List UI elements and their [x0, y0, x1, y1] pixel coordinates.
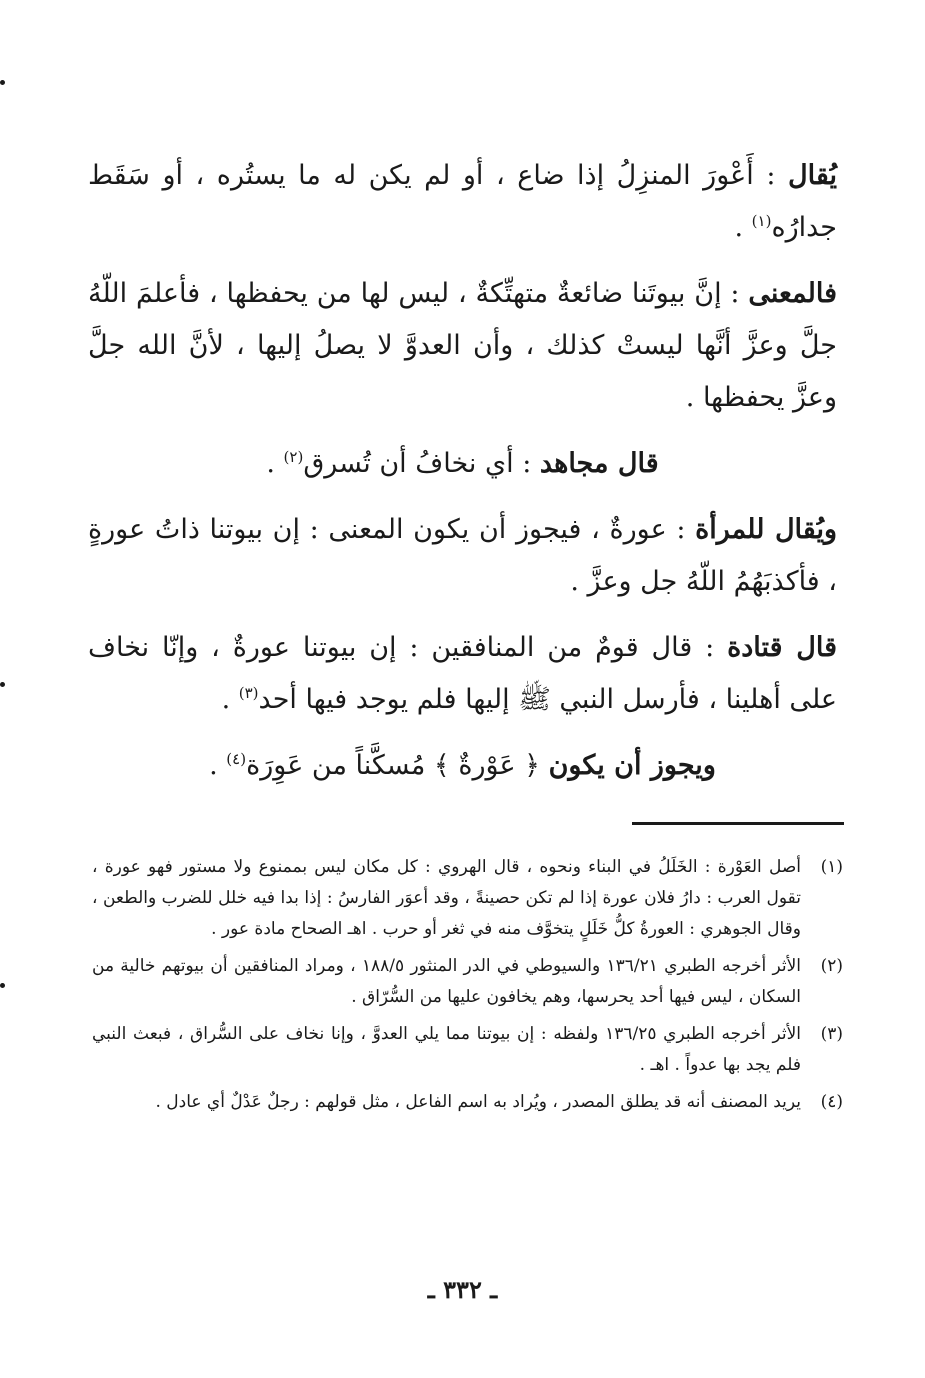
footnote-ref[interactable]: (٤): [226, 750, 247, 768]
paragraph-body: : أي نخافُ أن تُسرق: [303, 448, 540, 479]
paragraph-keyword: ويُقال للمرأة: [695, 514, 837, 545]
paragraph-tail: .: [266, 448, 284, 479]
footnote-ref[interactable]: (٣): [238, 684, 259, 702]
paragraph-body: : قال قومٌ من المنافقين : إن بيوتنا عورةٌ ، وإنّا نخاف على أهلينا ، فأرسل النبي ﷺ إليها فلم يوجد فيها أحد: [88, 632, 837, 715]
footnote-text: يريد المصنف أنه قد يطلق المصدر ، ويُراد به اسم الفاعل ، مثل قولهم : رجلٌ عَدْلٌ أي عادل .: [155, 1092, 801, 1112]
footnote-number: (٢): [820, 956, 843, 976]
paragraph-keyword: فالمعنى: [748, 278, 837, 309]
footnote-number: (٣): [820, 1024, 843, 1044]
paragraph-keyword: قال مجاهد: [539, 448, 659, 479]
paragraph-keyword: قال قتادة: [727, 632, 837, 663]
footnote-ref[interactable]: (٢): [283, 448, 304, 466]
paragraph-body: : إنَّ بيوتَنا ضائعةٌ متهتِّكةٌ ، ليس لها من يحفظها ، فأعلمَ اللّهُ جلَّ وعزَّ أنَّها ليستْ كذلك ، وأن العدوَّ لا يصلُ إليها ، لأنَّ الله جلَّ وعزَّ يحفظها .: [88, 278, 837, 413]
paragraph-keyword: ويجوز أن يكون: [548, 750, 716, 781]
paragraph-permissible: [88, 740, 837, 792]
main-text: [88, 150, 837, 806]
paragraph-body: : عورةٌ ، فيجوز أن يكون المعنى : إن بيوتنا ذاتُ عورةٍ ، فأكذبَهُمُ اللّهُ جل وعزَّ .: [88, 514, 837, 597]
footnote-text: أصل العَوْرة : الخَلَلُ في البناء ونحوه ، قال الهروي : كل مكان ليس بممنوع ولا مستور فهو عورة ، تقول العرب : دارُ فلان عورة إذا لم تكن حصينةً ، وقد أعوَر الفارسُ : إذا بدا فيه خلل للضرب والطعن ، وقال الجوهري : العورةُ كلُّ خَلَلٍ يتخوَّف منه في ثغر أو حرب . اهـ الصحاح مادة عور .: [92, 857, 801, 939]
paragraph-body: : أَعْورَ المنزِلُ إذا ضاع ، أو لم يكن له ما يستُره ، أو سَقَط جدارُه: [88, 160, 837, 243]
footnote-number: (٤): [820, 1092, 843, 1112]
page-number: ـ ٣٣٢ ـ: [427, 1275, 498, 1304]
footnote-item: [92, 852, 843, 945]
paragraph-body: ﴿ عَوْرةٌ ﴾ مُسكَّناً من عَوِرَة: [246, 750, 549, 781]
paragraph-tail: .: [209, 750, 227, 781]
footnote-text: الأثر أخرجه الطبري ١٣٦/٢٥ ولفظه : إن بيوتنا مما يلي العدوَّ ، وإنا نخاف على السُّراق ، فبعث النبي فلم يجد بها عدواً . اهـ .: [92, 1024, 801, 1075]
footnote-separator: [632, 822, 844, 825]
paragraph-tail: .: [221, 684, 239, 715]
scan-edge-mark: [0, 80, 5, 85]
footnote-number: (١): [820, 857, 843, 877]
paragraph-mujahid: [88, 438, 837, 490]
paragraph-tail: .: [734, 212, 752, 243]
footnote-item: [92, 1019, 843, 1081]
paragraph-yuqal: [88, 150, 837, 254]
footnote-item: [92, 951, 843, 1013]
paragraph-meaning: [88, 268, 837, 424]
scan-edge-mark: [0, 682, 5, 687]
paragraph-woman: [88, 504, 837, 608]
footnote-ref[interactable]: (١): [751, 212, 772, 230]
footnote-item: [92, 1087, 843, 1118]
paragraph-qatada: [88, 622, 837, 726]
footnotes: [92, 852, 843, 1124]
scan-edge-mark: [0, 983, 5, 988]
paragraph-keyword: يُقال: [787, 160, 837, 191]
footnote-text: الأثر أخرجه الطبري ١٣٦/٢١ والسيوطي في الدر المنثور ١٨٨/٥ ، ومراد المنافقين أن بيوتهم خالية من السكان ، ليس فيها أحد يحرسها، وهم يخافون عليها من السُّرّاق .: [92, 956, 802, 1007]
